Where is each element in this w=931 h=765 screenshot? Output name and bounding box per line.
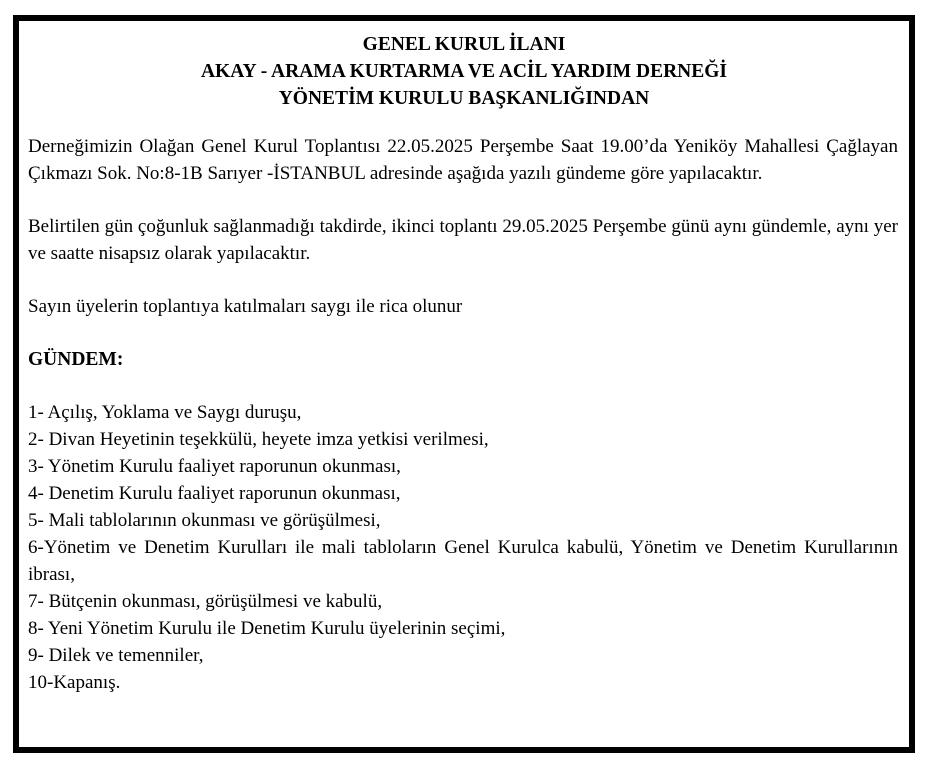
invitation-paragraph: Sayın üyelerin toplantıya katılmaları saygı ile rica olunur <box>28 296 463 317</box>
spacer <box>28 112 900 133</box>
meeting-announcement-paragraph: Derneğimizin Olağan Genel Kurul Toplantısı 22.05.2025 Perşembe Saat 19.00’da Yeniköy Mahallesi Çağlayan Çıkmazı Sok. No:8-1B Sarıyer -İSTANBUL adresinde aşağıda yazılı gündeme göre yapılacaktır. <box>28 136 898 184</box>
agenda-item: 4- Denetim Kurulu faaliyet raporunun okunması, <box>28 483 401 504</box>
agenda-item: 5- Mali tablolarının okunması ve görüşülmesi, <box>28 510 381 531</box>
notice-header <box>28 31 900 112</box>
agenda-list <box>28 399 900 696</box>
spacer <box>28 267 900 293</box>
association-name: AKAY - ARAMA KURTARMA VE ACİL YARDIM DERNEĞİ <box>200 61 728 82</box>
spacer <box>28 320 900 346</box>
notice-frame <box>13 15 915 753</box>
agenda-item: 10-Kapanış. <box>28 672 121 693</box>
agenda-item: 8- Yeni Yönetim Kurulu ile Denetim Kurulu üyelerinin seçimi, <box>28 618 506 639</box>
agenda-item: 2- Divan Heyetinin teşekkülü, heyete imza yetkisi verilmesi, <box>28 429 489 450</box>
agenda-item: 3- Yönetim Kurulu faaliyet raporunun okunması, <box>28 456 401 477</box>
agenda-item: 6-Yönetim ve Denetim Kurulları ile mali tabloların Genel Kurulca kabulü, Yönetim ve Denetim Kurullarının ibrası, <box>28 537 898 585</box>
second-meeting-paragraph: Belirtilen gün çoğunluk sağlanmadığı takdirde, ikinci toplantı 29.05.2025 Perşembe günü aynı gündemle, aynı yer ve saatte nisapsız olarak yapılacaktır. <box>28 216 898 264</box>
agenda-item: 1- Açılış, Yoklama ve Saygı duruşu, <box>28 402 302 423</box>
issuer-line: YÖNETİM KURULU BAŞKANLIĞINDAN <box>278 88 650 109</box>
notice-title: GENEL KURUL İLANI <box>362 34 566 55</box>
agenda-item: 7- Bütçenin okunması, görüşülmesi ve kabulü, <box>28 591 383 612</box>
agenda-item: 9- Dilek ve temenniler, <box>28 645 204 666</box>
spacer <box>28 187 900 213</box>
spacer <box>28 373 900 399</box>
agenda-title: GÜNDEM: <box>28 349 124 370</box>
